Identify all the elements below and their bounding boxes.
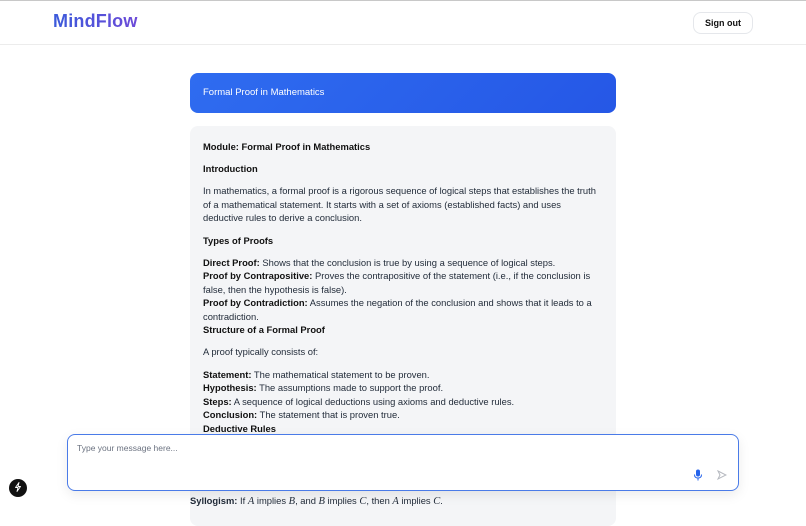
list-item: Steps: A sequence of logical deductions using axioms and deductive rules. bbox=[203, 395, 515, 407]
lightning-icon bbox=[13, 479, 23, 497]
list-item: Direct Proof: Shows that the conclusion is true by using a sequence of logical steps. bbox=[203, 256, 556, 268]
banner-title: Formal Proof in Mathematics bbox=[203, 87, 325, 98]
message-input[interactable] bbox=[77, 443, 677, 463]
microphone-icon[interactable] bbox=[693, 468, 703, 480]
structure-list bbox=[203, 368, 603, 422]
module-title: Module: Formal Proof in Mathematics bbox=[203, 141, 371, 152]
sign-out-button[interactable]: Sign out bbox=[693, 12, 753, 34]
intro-text: In mathematics, a formal proof is a rigorous sequence of logical steps that establishes the truth of a mathematical statement. It starts with a set of axioms (established facts) and uses deductive rules to derive a conclusion. bbox=[203, 185, 596, 223]
top-navbar bbox=[0, 1, 806, 45]
list-item: Proof by Contrapositive: Proves the contrapositive of the statement (i.e., if the conclusion is false, then the hypothesis is false). bbox=[203, 270, 591, 295]
list-item: Proof by Contradiction: Assumes the negation of the conclusion and shows that it leads to a contradiction. bbox=[203, 297, 592, 322]
structure-intro: A proof typically consists of: bbox=[203, 346, 319, 357]
intro-heading: Introduction bbox=[203, 163, 258, 174]
types-list bbox=[203, 256, 603, 324]
types-heading: Types of Proofs bbox=[203, 234, 274, 246]
app-logo[interactable]: MindFlow bbox=[53, 11, 138, 31]
module-title-banner bbox=[190, 73, 616, 113]
syllogism-line: Syllogism: If A implies B, and B implies C, then A implies C. bbox=[190, 495, 443, 507]
message-composer bbox=[67, 434, 739, 491]
list-item: Statement: The mathematical statement to be proven. bbox=[203, 368, 430, 380]
structure-heading: Structure of a Formal Proof bbox=[203, 324, 325, 335]
quick-action-button[interactable] bbox=[9, 479, 27, 497]
rules-heading: Deductive Rules bbox=[203, 422, 276, 434]
list-item: Conclusion: The statement that is proven true. bbox=[203, 409, 400, 420]
send-icon[interactable] bbox=[717, 468, 727, 480]
list-item: Hypothesis: The assumptions made to support the proof. bbox=[203, 382, 444, 393]
